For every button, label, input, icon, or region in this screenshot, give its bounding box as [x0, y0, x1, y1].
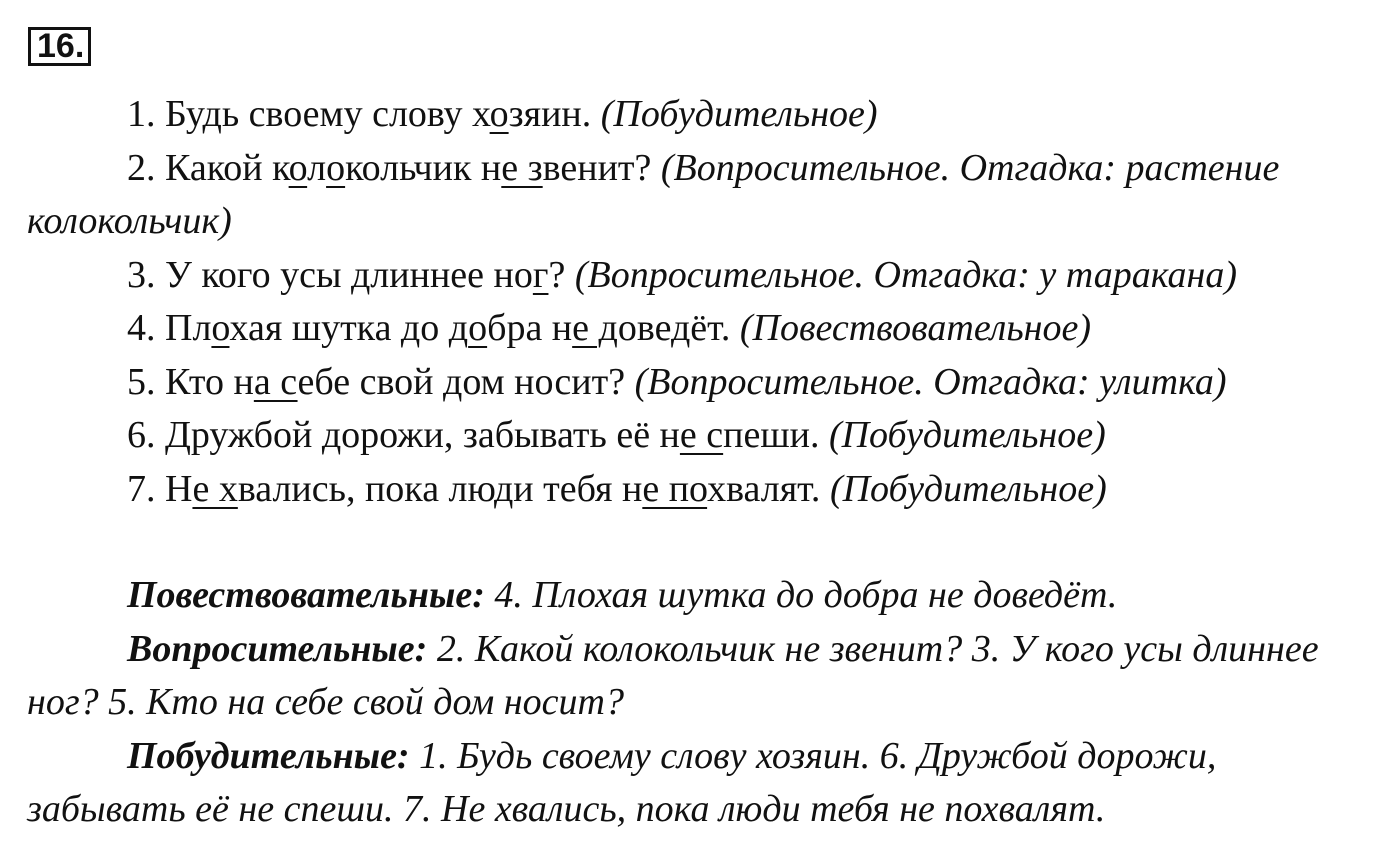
- sentence-type-note: (Вопросительное. Отгадка: у таракана): [574, 253, 1238, 296]
- underlined-spelling: г: [532, 253, 549, 296]
- sentence-type-note: (Вопросительное. Отгадка: растение колокольчик): [27, 146, 1280, 242]
- task-number-digits: 16.: [37, 27, 85, 65]
- sentence-text: 6. Дружбой дорожи, забывать её н: [127, 414, 680, 456]
- sentence-text: 3. У кого усы длиннее но: [127, 253, 533, 296]
- summary-narrative: [27, 569, 1372, 623]
- sentence-text: венит?: [542, 146, 661, 189]
- sentence-text: 2. Какой к: [127, 146, 289, 189]
- sentence-line: [27, 409, 1372, 463]
- sentence-line: [27, 302, 1372, 356]
- exercise-content: [27, 88, 1372, 837]
- sentence-text: ?: [548, 253, 575, 296]
- sentence-line: [27, 463, 1372, 517]
- sentence-text: вались, пока люди тебя н: [237, 467, 643, 510]
- sentence-text: хвалят.: [707, 467, 830, 510]
- task-number-badge: [28, 27, 91, 66]
- sentence-text: хая шутка до д: [229, 307, 469, 349]
- underlined-spelling: е по: [642, 467, 708, 510]
- underlined-spelling: е х: [192, 467, 238, 510]
- underlined-spelling: о: [468, 307, 488, 349]
- sentence-text: 4. Пл: [127, 307, 212, 349]
- underlined-spelling: а с: [253, 360, 298, 403]
- sentence-text: кольчик н: [345, 146, 502, 189]
- sentence-type-note: (Повествовательное): [739, 307, 1091, 349]
- summary-label: Побудительные:: [127, 734, 410, 777]
- sentence-type-note: (Вопросительное. Отгадка: улитка): [634, 360, 1227, 403]
- underlined-spelling: е с: [679, 414, 724, 456]
- underlined-spelling: о: [211, 307, 230, 349]
- summary-list: [27, 569, 1372, 837]
- summary-label: Повествовательные:: [127, 574, 485, 616]
- summary-text: 2. Какой колокольчик не звенит? 3. У кого усы длиннее ног? 5. Кто на себе свой дом носит?: [27, 627, 1319, 723]
- underlined-spelling: е з: [501, 146, 543, 189]
- sentence-text: ебе свой дом носит?: [297, 360, 635, 403]
- summary-text: 4. Плохая шутка до добра не доведёт.: [484, 574, 1118, 616]
- sentence-text: 7. Н: [127, 467, 193, 510]
- summary-interrogative: [27, 623, 1372, 730]
- sentence-text: 5. Кто н: [127, 360, 254, 403]
- sentence-line: [27, 142, 1372, 249]
- summary-imperative: [27, 730, 1372, 837]
- underlined-spelling: е д: [572, 307, 618, 349]
- sentence-line: [27, 88, 1372, 142]
- summary-text: 1. Будь своему слову хозяин. 6. Дружбой дорожи, забывать её не спеши. 7. Не хвались, пока люди тебя не похвалят.: [27, 734, 1217, 830]
- sentence-text: пеши.: [723, 414, 829, 456]
- sentence-text: ь своему слову х: [221, 93, 490, 135]
- sentence-text: зяин.: [508, 93, 601, 135]
- sentence-type-note: (Побудительное): [828, 414, 1106, 456]
- underlined-spelling: о: [489, 93, 509, 135]
- sentence-text: 1. Бу: [127, 93, 203, 135]
- task-number-box: [28, 27, 91, 66]
- sentence-text: л: [307, 146, 327, 189]
- sentence-type-note: (Побудительное): [829, 467, 1107, 510]
- underlined-spelling: о: [326, 146, 346, 189]
- sentence-list: [27, 88, 1372, 516]
- sentence-text: бра н: [487, 307, 573, 349]
- underlined-spelling: д: [202, 93, 222, 135]
- sentence-type-note: (Побудительное): [600, 93, 878, 135]
- underlined-spelling: о: [288, 146, 308, 189]
- sentence-line: [27, 356, 1372, 410]
- section-gap: [27, 516, 1372, 569]
- sentence-text: оведёт.: [617, 307, 740, 349]
- sentence-line: [27, 249, 1372, 303]
- summary-label: Вопросительные:: [127, 627, 428, 670]
